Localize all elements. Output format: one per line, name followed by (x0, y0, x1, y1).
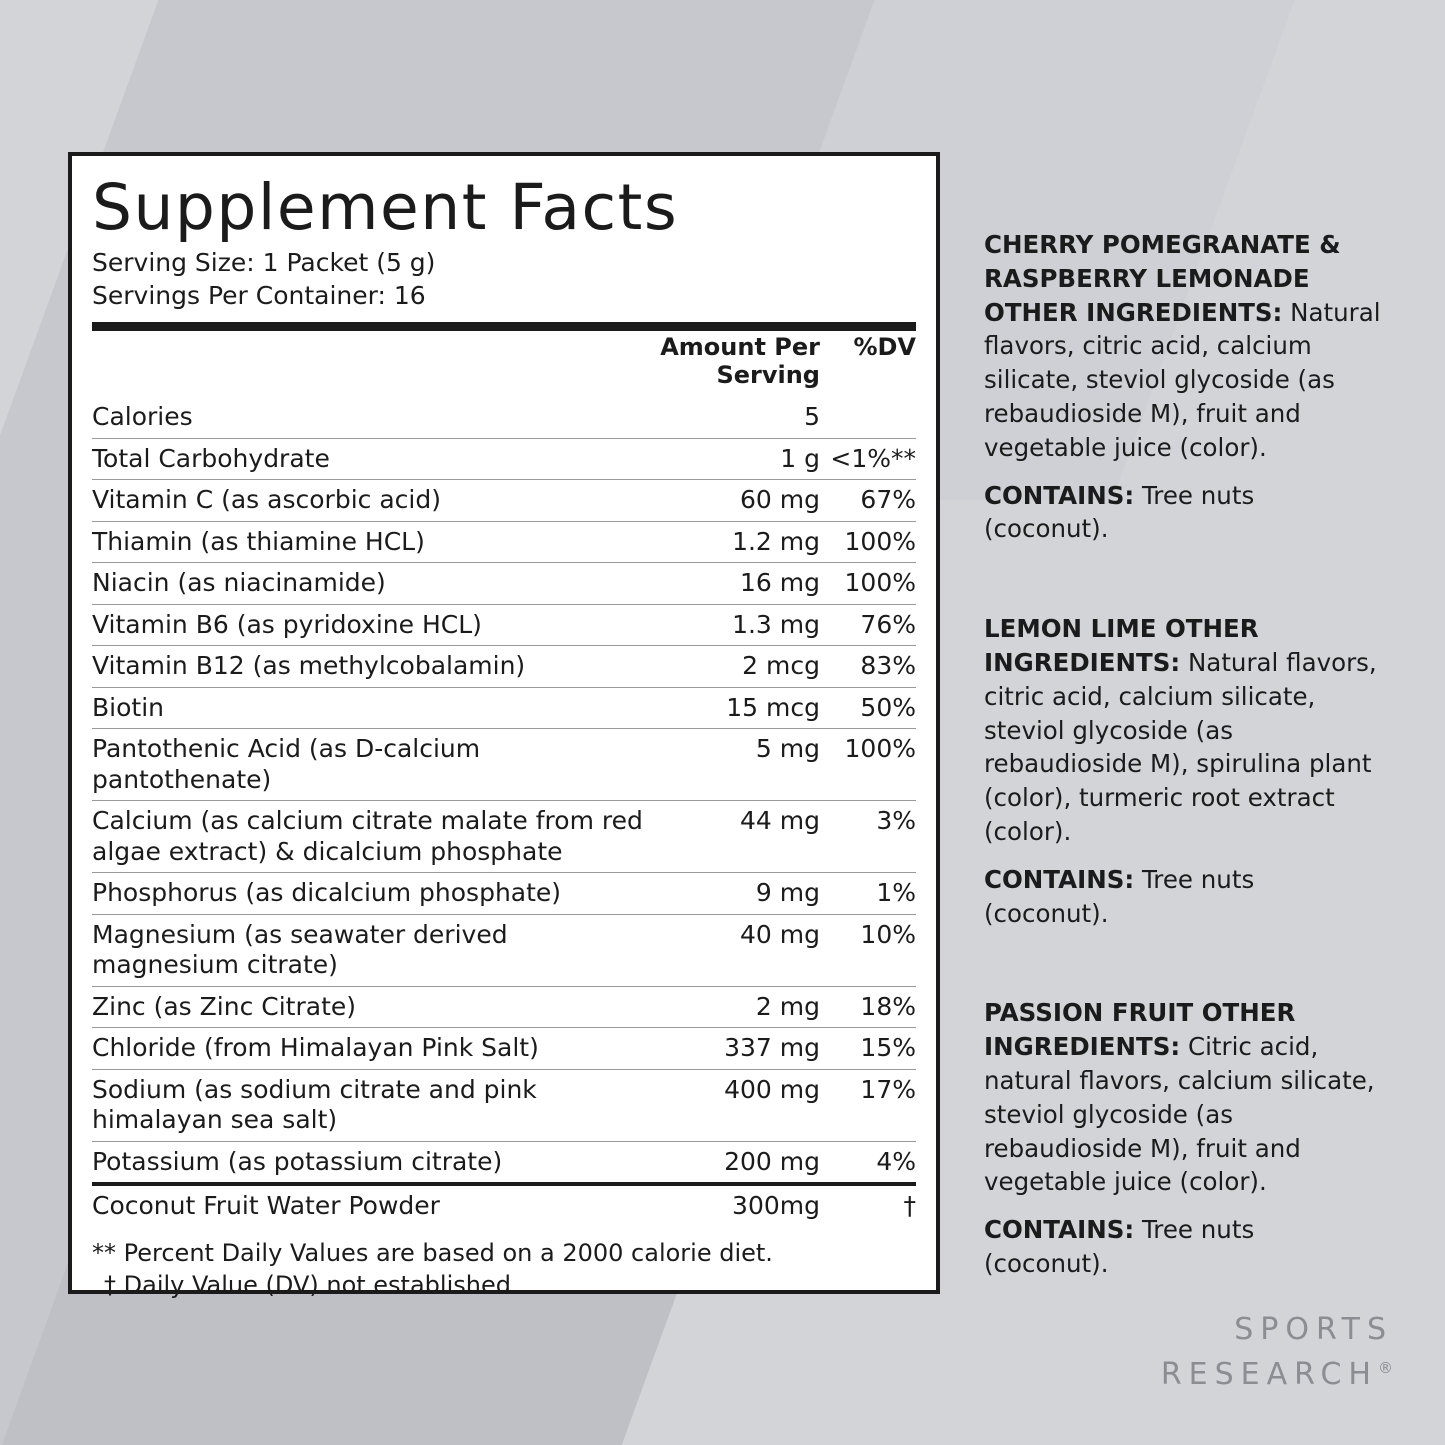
nutrient-daily-value: 1% (820, 873, 916, 915)
nutrient-name: Vitamin C (as ascorbic acid) (92, 480, 646, 522)
ingredients-text (984, 612, 1384, 849)
table-row (92, 1184, 916, 1227)
table-row (92, 1028, 916, 1070)
nutrient-daily-value: 3% (820, 801, 916, 873)
contains-body: Tree nuts (coconut). (984, 1215, 1255, 1278)
ingredients-text (984, 996, 1384, 1199)
table-row (92, 986, 916, 1028)
ingredients-heading: CHERRY POMEGRANATE & RASPBERRY LEMONADE OTHER INGREDIENTS: (984, 230, 1341, 327)
page-title: Supplement Facts (92, 171, 679, 244)
nutrition-table-body (92, 397, 916, 1227)
table-row (92, 646, 916, 688)
nutrient-name: Sodium (as sodium citrate and pink himalayan sea salt) (92, 1069, 646, 1141)
header-percent-dv: %DV (853, 333, 916, 362)
table-row (92, 873, 916, 915)
table-row (92, 1069, 916, 1141)
nutrient-amount: 40 mg (646, 914, 820, 986)
nutrient-daily-value: <1%** (820, 438, 916, 480)
nutrient-daily-value: 18% (820, 986, 916, 1028)
nutrient-name: Niacin (as niacinamide) (92, 563, 646, 605)
nutrient-amount: 15 mcg (646, 687, 820, 729)
ingredients-heading: PASSION FRUIT OTHER INGREDIENTS: (984, 998, 1296, 1062)
nutrient-name: Potassium (as potassium citrate) (92, 1141, 646, 1184)
footnote-dv-not-established: † Daily Value (DV) not established. (104, 1271, 519, 1300)
nutrient-daily-value: 76% (820, 604, 916, 646)
nutrient-amount: 60 mg (646, 480, 820, 522)
nutrient-amount: 1 g (646, 438, 820, 480)
nutrient-name: Phosphorus (as dicalcium phosphate) (92, 873, 646, 915)
nutrient-name: Total Carbohydrate (92, 438, 646, 480)
nutrient-name: Zinc (as Zinc Citrate) (92, 986, 646, 1028)
header-blank (92, 331, 646, 397)
nutrient-daily-value: 100% (820, 729, 916, 801)
nutrient-amount: 2 mcg (646, 646, 820, 688)
ingredients-body: Citric acid, natural flavors, calcium silicate, steviol glycoside (as rebaudioside M), fruit and vegetable juice (color). (984, 1032, 1375, 1197)
brand-line-2-text: RESEARCH (1160, 1357, 1378, 1392)
contains-line (984, 479, 1384, 547)
nutrient-amount: 337 mg (646, 1028, 820, 1070)
header-amount-per-serving: Amount Per Serving (660, 333, 820, 390)
table-row (92, 604, 916, 646)
nutrient-name: Thiamin (as thiamine HCL) (92, 521, 646, 563)
nutrient-amount: 1.2 mg (646, 521, 820, 563)
nutrient-amount: 16 mg (646, 563, 820, 605)
nutrient-daily-value: 50% (820, 687, 916, 729)
table-row (92, 687, 916, 729)
servings-per-container: Servings Per Container: 16 (92, 281, 426, 311)
ingredients-block (984, 228, 1384, 546)
nutrient-amount: 300mg (646, 1184, 820, 1227)
contains-body: Tree nuts (coconut). (984, 864, 1255, 928)
nutrition-table (92, 331, 916, 1227)
contains-label: CONTAINS: (984, 1215, 1135, 1245)
nutrient-amount: 44 mg (646, 801, 820, 873)
registered-mark: ® (1378, 1359, 1393, 1377)
table-row (92, 563, 916, 605)
nutrient-name: Calcium (as calcium citrate malate from red algae extract) & dicalcium phosphate (92, 801, 646, 873)
serving-size: Serving Size: 1 Packet (5 g) (92, 248, 436, 278)
nutrient-name: Vitamin B12 (as methylcobalamin) (92, 646, 646, 688)
divider-thick (92, 322, 916, 331)
ingredients-block (984, 996, 1384, 1280)
nutrient-amount: 1.3 mg (646, 604, 820, 646)
nutrient-amount: 200 mg (646, 1141, 820, 1184)
nutrient-daily-value: 100% (820, 563, 916, 605)
nutrient-name: Magnesium (as seawater derived magnesium citrate) (92, 914, 646, 986)
supplement-facts-panel (68, 152, 940, 1300)
table-row (92, 397, 916, 438)
ingredients-heading: LEMON LIME OTHER INGREDIENTS: (984, 614, 1259, 677)
nutrient-daily-value: 67% (820, 480, 916, 522)
contains-line (984, 1213, 1384, 1281)
footnotes (92, 1227, 916, 1302)
nutrient-amount: 5 mg (646, 729, 820, 801)
table-row (92, 521, 916, 563)
brand-logo (1161, 1307, 1393, 1397)
nutrient-daily-value: 4% (820, 1141, 916, 1184)
brand-line-1: SPORTS (1234, 1312, 1393, 1347)
nutrient-amount: 400 mg (646, 1069, 820, 1141)
nutrient-name: Calories (92, 402, 193, 432)
table-row (92, 438, 916, 480)
table-row (92, 729, 916, 801)
ingredients-body: Natural flavors, citric acid, calcium silicate, steviol glycoside (as rebaudioside M), spirulina plant (color), turmeric root extract (color). (984, 647, 1377, 846)
ingredients-text (984, 228, 1384, 465)
table-row (92, 480, 916, 522)
nutrient-name: Biotin (92, 687, 646, 729)
nutrient-daily-value: 15% (820, 1028, 916, 1070)
nutrient-amount: 5 (804, 402, 820, 432)
nutrient-name: Coconut Fruit Water Powder (92, 1184, 646, 1227)
nutrient-daily-value: 100% (820, 521, 916, 563)
ingredients-block (984, 612, 1384, 930)
nutrient-amount: 2 mg (646, 986, 820, 1028)
ingredients-body: Natural flavors, citric acid, calcium silicate, steviol glycoside (as rebaudioside M), fruit and vegetable juice (color). (984, 297, 1381, 462)
nutrient-name: Chloride (from Himalayan Pink Salt) (92, 1028, 646, 1070)
nutrient-daily-value: 10% (820, 914, 916, 986)
footnote-daily-values: ** Percent Daily Values are based on a 2000 calorie diet. (92, 1238, 773, 1267)
contains-label: CONTAINS: (984, 480, 1135, 510)
nutrient-daily-value (820, 397, 916, 438)
nutrient-daily-value: 83% (820, 646, 916, 688)
nutrient-daily-value: † (820, 1184, 916, 1227)
nutrient-name: Vitamin B6 (as pyridoxine HCL) (92, 604, 646, 646)
contains-body: Tree nuts (coconut). (984, 480, 1255, 544)
ingredients-column (984, 228, 1384, 1347)
contains-line (984, 863, 1384, 931)
table-header-row (92, 331, 916, 397)
contains-label: CONTAINS: (984, 864, 1135, 894)
table-row (92, 801, 916, 873)
table-row (92, 1141, 916, 1184)
brand-line-2 (1161, 1352, 1393, 1397)
nutrient-name: Pantothenic Acid (as D-calcium pantothenate) (92, 729, 646, 801)
nutrient-daily-value: 17% (820, 1069, 916, 1141)
nutrient-amount: 9 mg (646, 873, 820, 915)
table-row (92, 914, 916, 986)
